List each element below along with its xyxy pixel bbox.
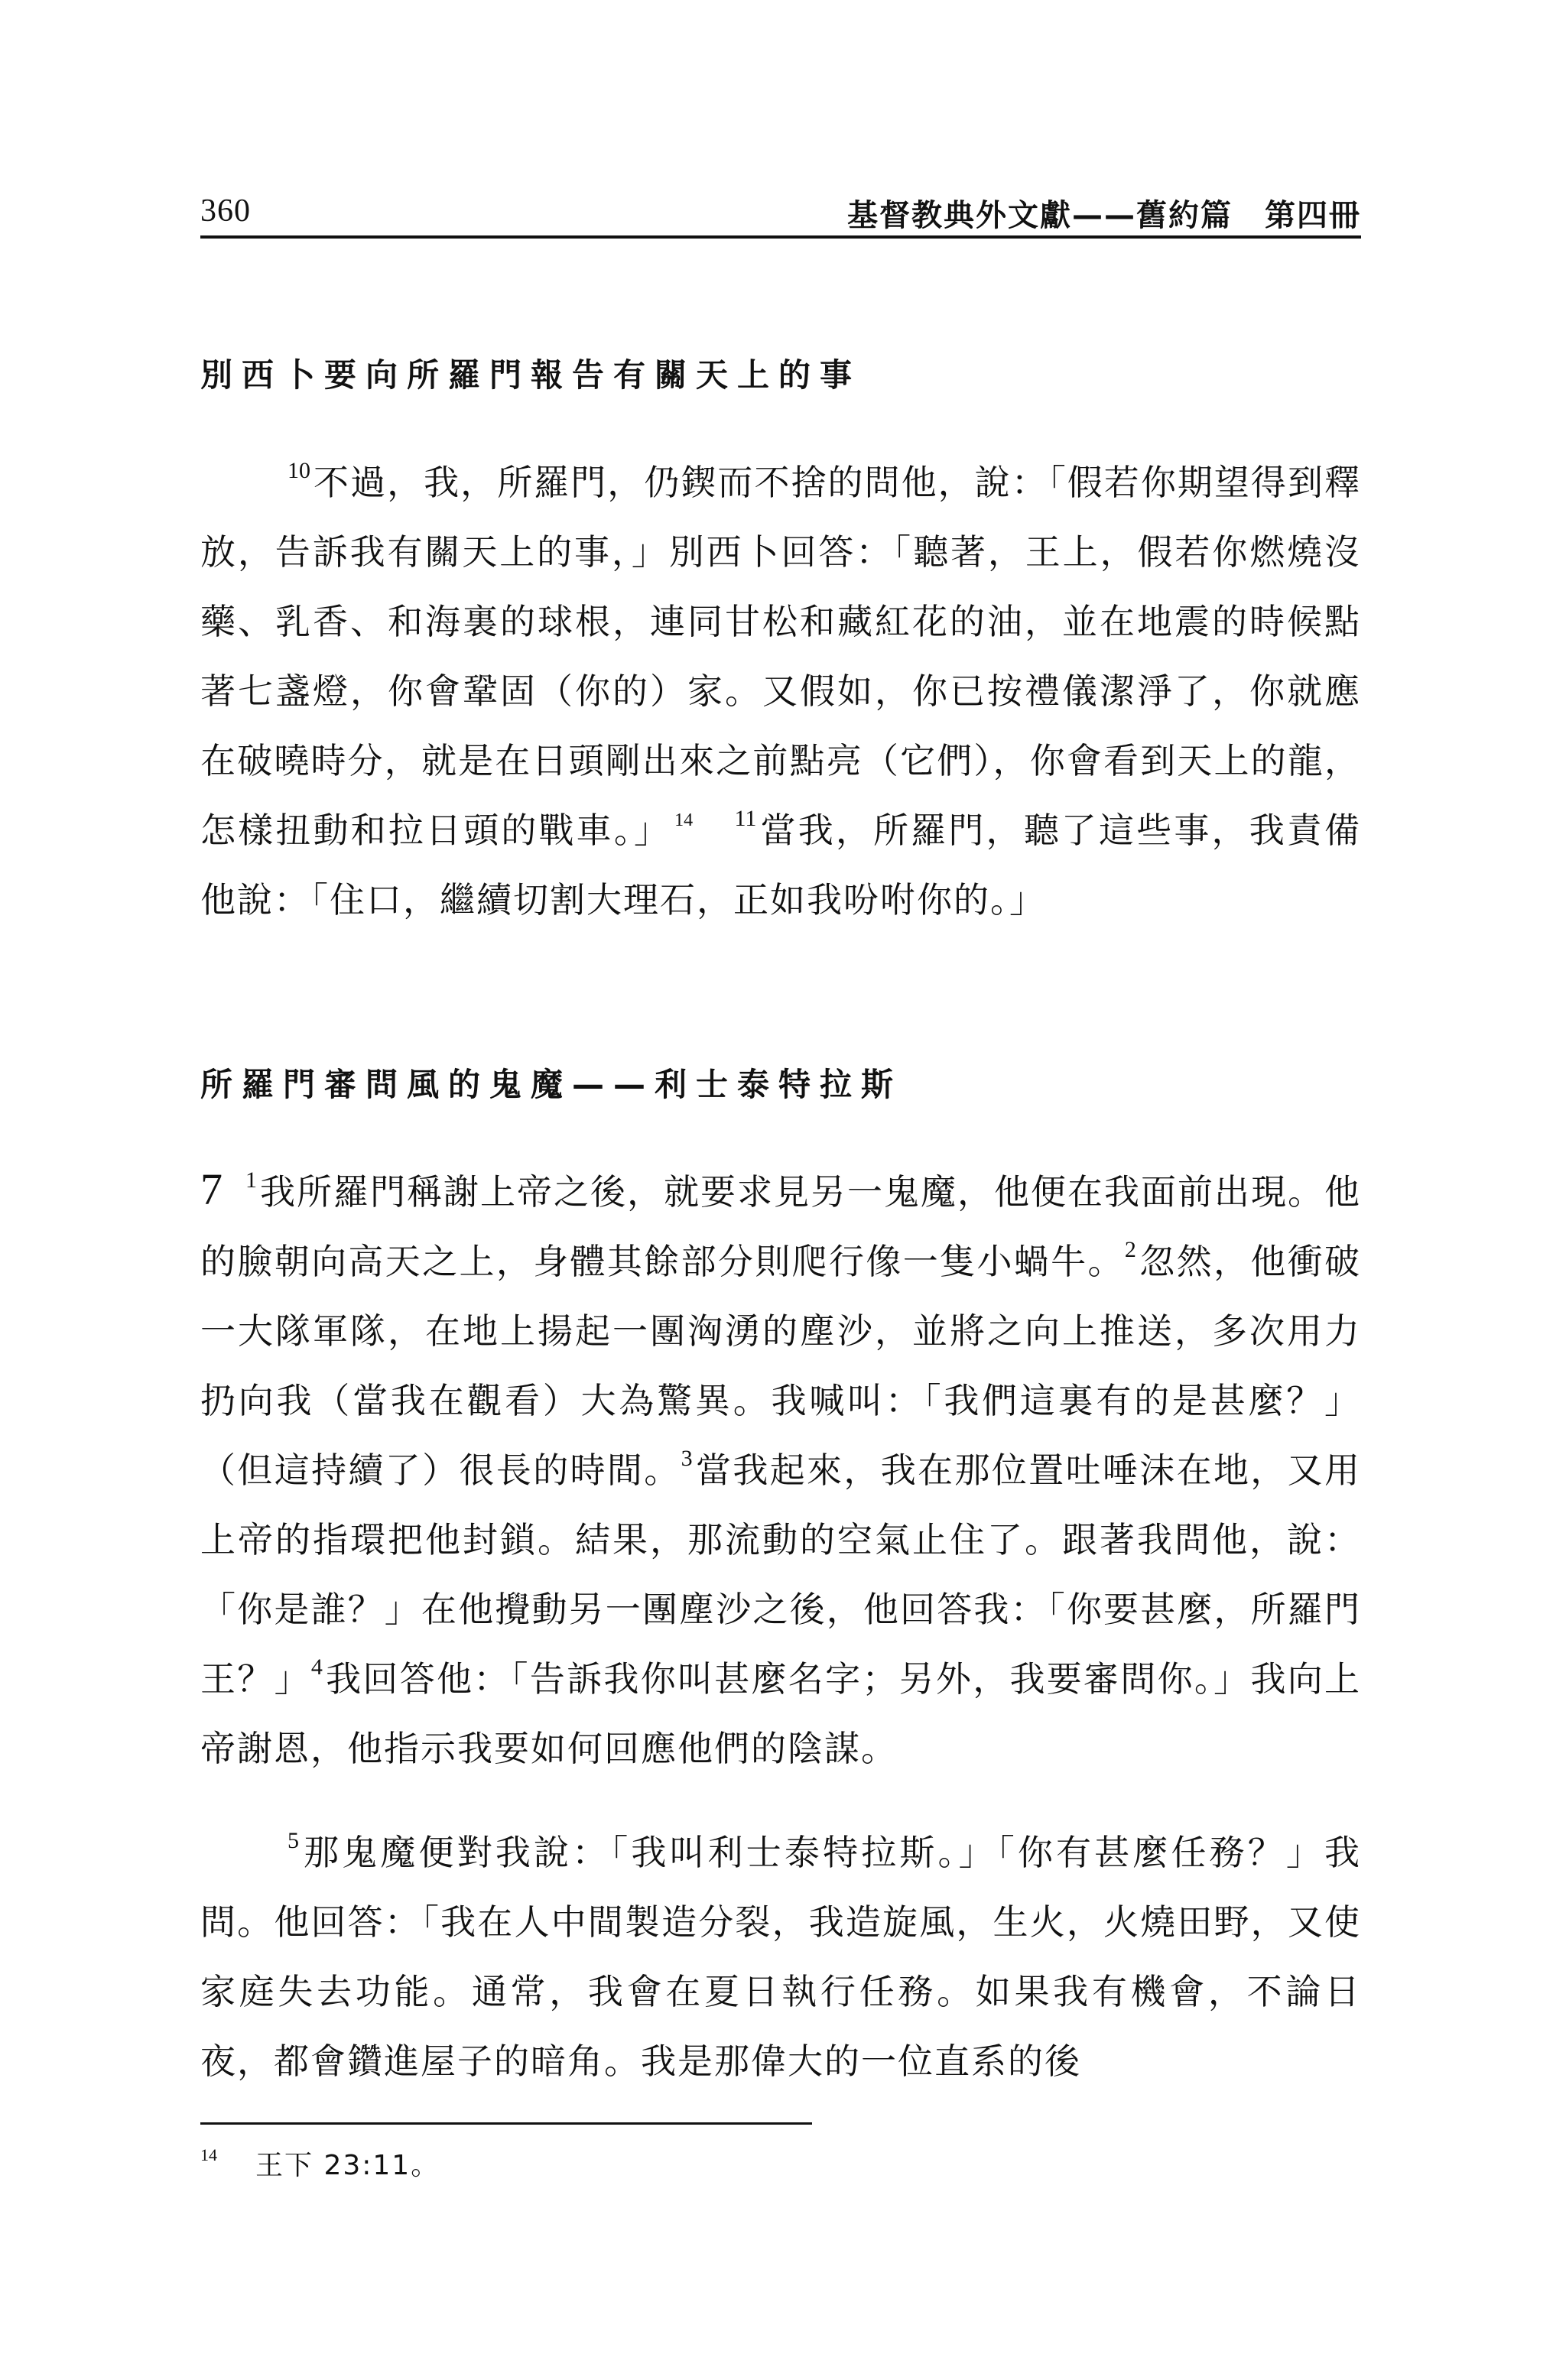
verse-number: 2 xyxy=(1124,1236,1136,1262)
section-heading-wind-demon: 所羅門審問風的鬼魔——利士泰特拉斯 xyxy=(200,1066,903,1103)
footnote xyxy=(200,2144,440,2183)
verse-number: 1 xyxy=(245,1167,257,1193)
footnote-text: 王下 23:11。 xyxy=(255,2150,440,2181)
verse-text: 我回答他：「告訴我你叫甚麼名字；另外，我要審問你。」我向上帝謝恩，他指示我要如何回應他們的陰謀。 xyxy=(200,1658,1361,1769)
verse-text: 當我，所羅門，聽了這些事，我責備他說：「住口，繼續切割大理石，正如我吩咐你的。」 xyxy=(200,810,1362,921)
paragraph-verses-10-11 xyxy=(200,448,1361,935)
running-header xyxy=(200,188,1361,234)
paragraph-verse-5 xyxy=(200,1818,1361,2096)
section-heading-beelzebub: 別西卜要向所羅門報告有關天上的事 xyxy=(200,356,862,394)
running-title: 基督教典外文獻——舊約篇 第四冊 xyxy=(847,198,1361,233)
verse-text: 不過，我，所羅門，仍鍥而不捨的問他，說：「假若你期望得到釋放，告訴我有關天上的事，」別西卜回答：「聽著，王上，假若你燃燒沒藥、乳香、和海裏的球根，連同甘松和藏紅花的油，並在地震的時候點著七盞燈，你會鞏固（你的）家。又假如，你已按禮儀潔淨了，你就應在破曉時分，就是在日頭剛出來之前點亮（它們），你會看到天上的龍，怎樣扭動和拉日頭的戰車。」 xyxy=(200,462,1361,851)
verse-number: 11 xyxy=(734,805,757,831)
paragraph-chapter-7-verses-1-4 xyxy=(200,1154,1361,1784)
verse-number: 4 xyxy=(310,1654,323,1680)
chapter-number: 7 xyxy=(200,1164,223,1214)
verse-number: 5 xyxy=(288,1827,299,1853)
header-rule xyxy=(200,235,1361,239)
verse-text: 那鬼魔便對我說：「我叫利士泰特拉斯。」「你有甚麼任務？」我問。他回答：「我在人中間製造分裂，我造旋風，生火，火燒田野，又使家庭失去功能。通常，我會在夏日執行任務。如果我有機會，不論日夜，都會鑽進屋子的暗角。我是那偉大的一位直系的後 xyxy=(200,1832,1361,2082)
footnote-mark: 14 xyxy=(200,2145,217,2165)
verse-number: 10 xyxy=(288,457,310,483)
verse-number: 3 xyxy=(681,1445,693,1471)
verse-text: 當我起來，我在那位置吐唾沫在地，又用上帝的指環把他封鎖。結果，那流動的空氣止住了。跟著我問他，說：「你是誰？」在他攪動另一團塵沙之後，他回答我：「你要甚麼，所羅門王？」 xyxy=(200,1450,1362,1700)
footnote-rule xyxy=(200,2122,812,2125)
verse-text: 我所羅門稱謝上帝之後，就要求見另一鬼魔，他便在我面前出現。他的臉朝向高天之上，身體其餘部分則爬行像一隻小蝸牛。 xyxy=(200,1171,1361,1282)
page-number: 360 xyxy=(200,193,251,229)
verse-text: 忽然，他衝破一大隊軍隊，在地上揚起一團洶湧的塵沙，並將之向上推送，多次用力扔向我（當我在觀看）大為驚異。我喊叫：「我們這裏有的是甚麼？」（但這持續了）很長的時間。 xyxy=(200,1241,1362,1491)
footnote-reference[interactable]: 14 xyxy=(674,810,694,831)
